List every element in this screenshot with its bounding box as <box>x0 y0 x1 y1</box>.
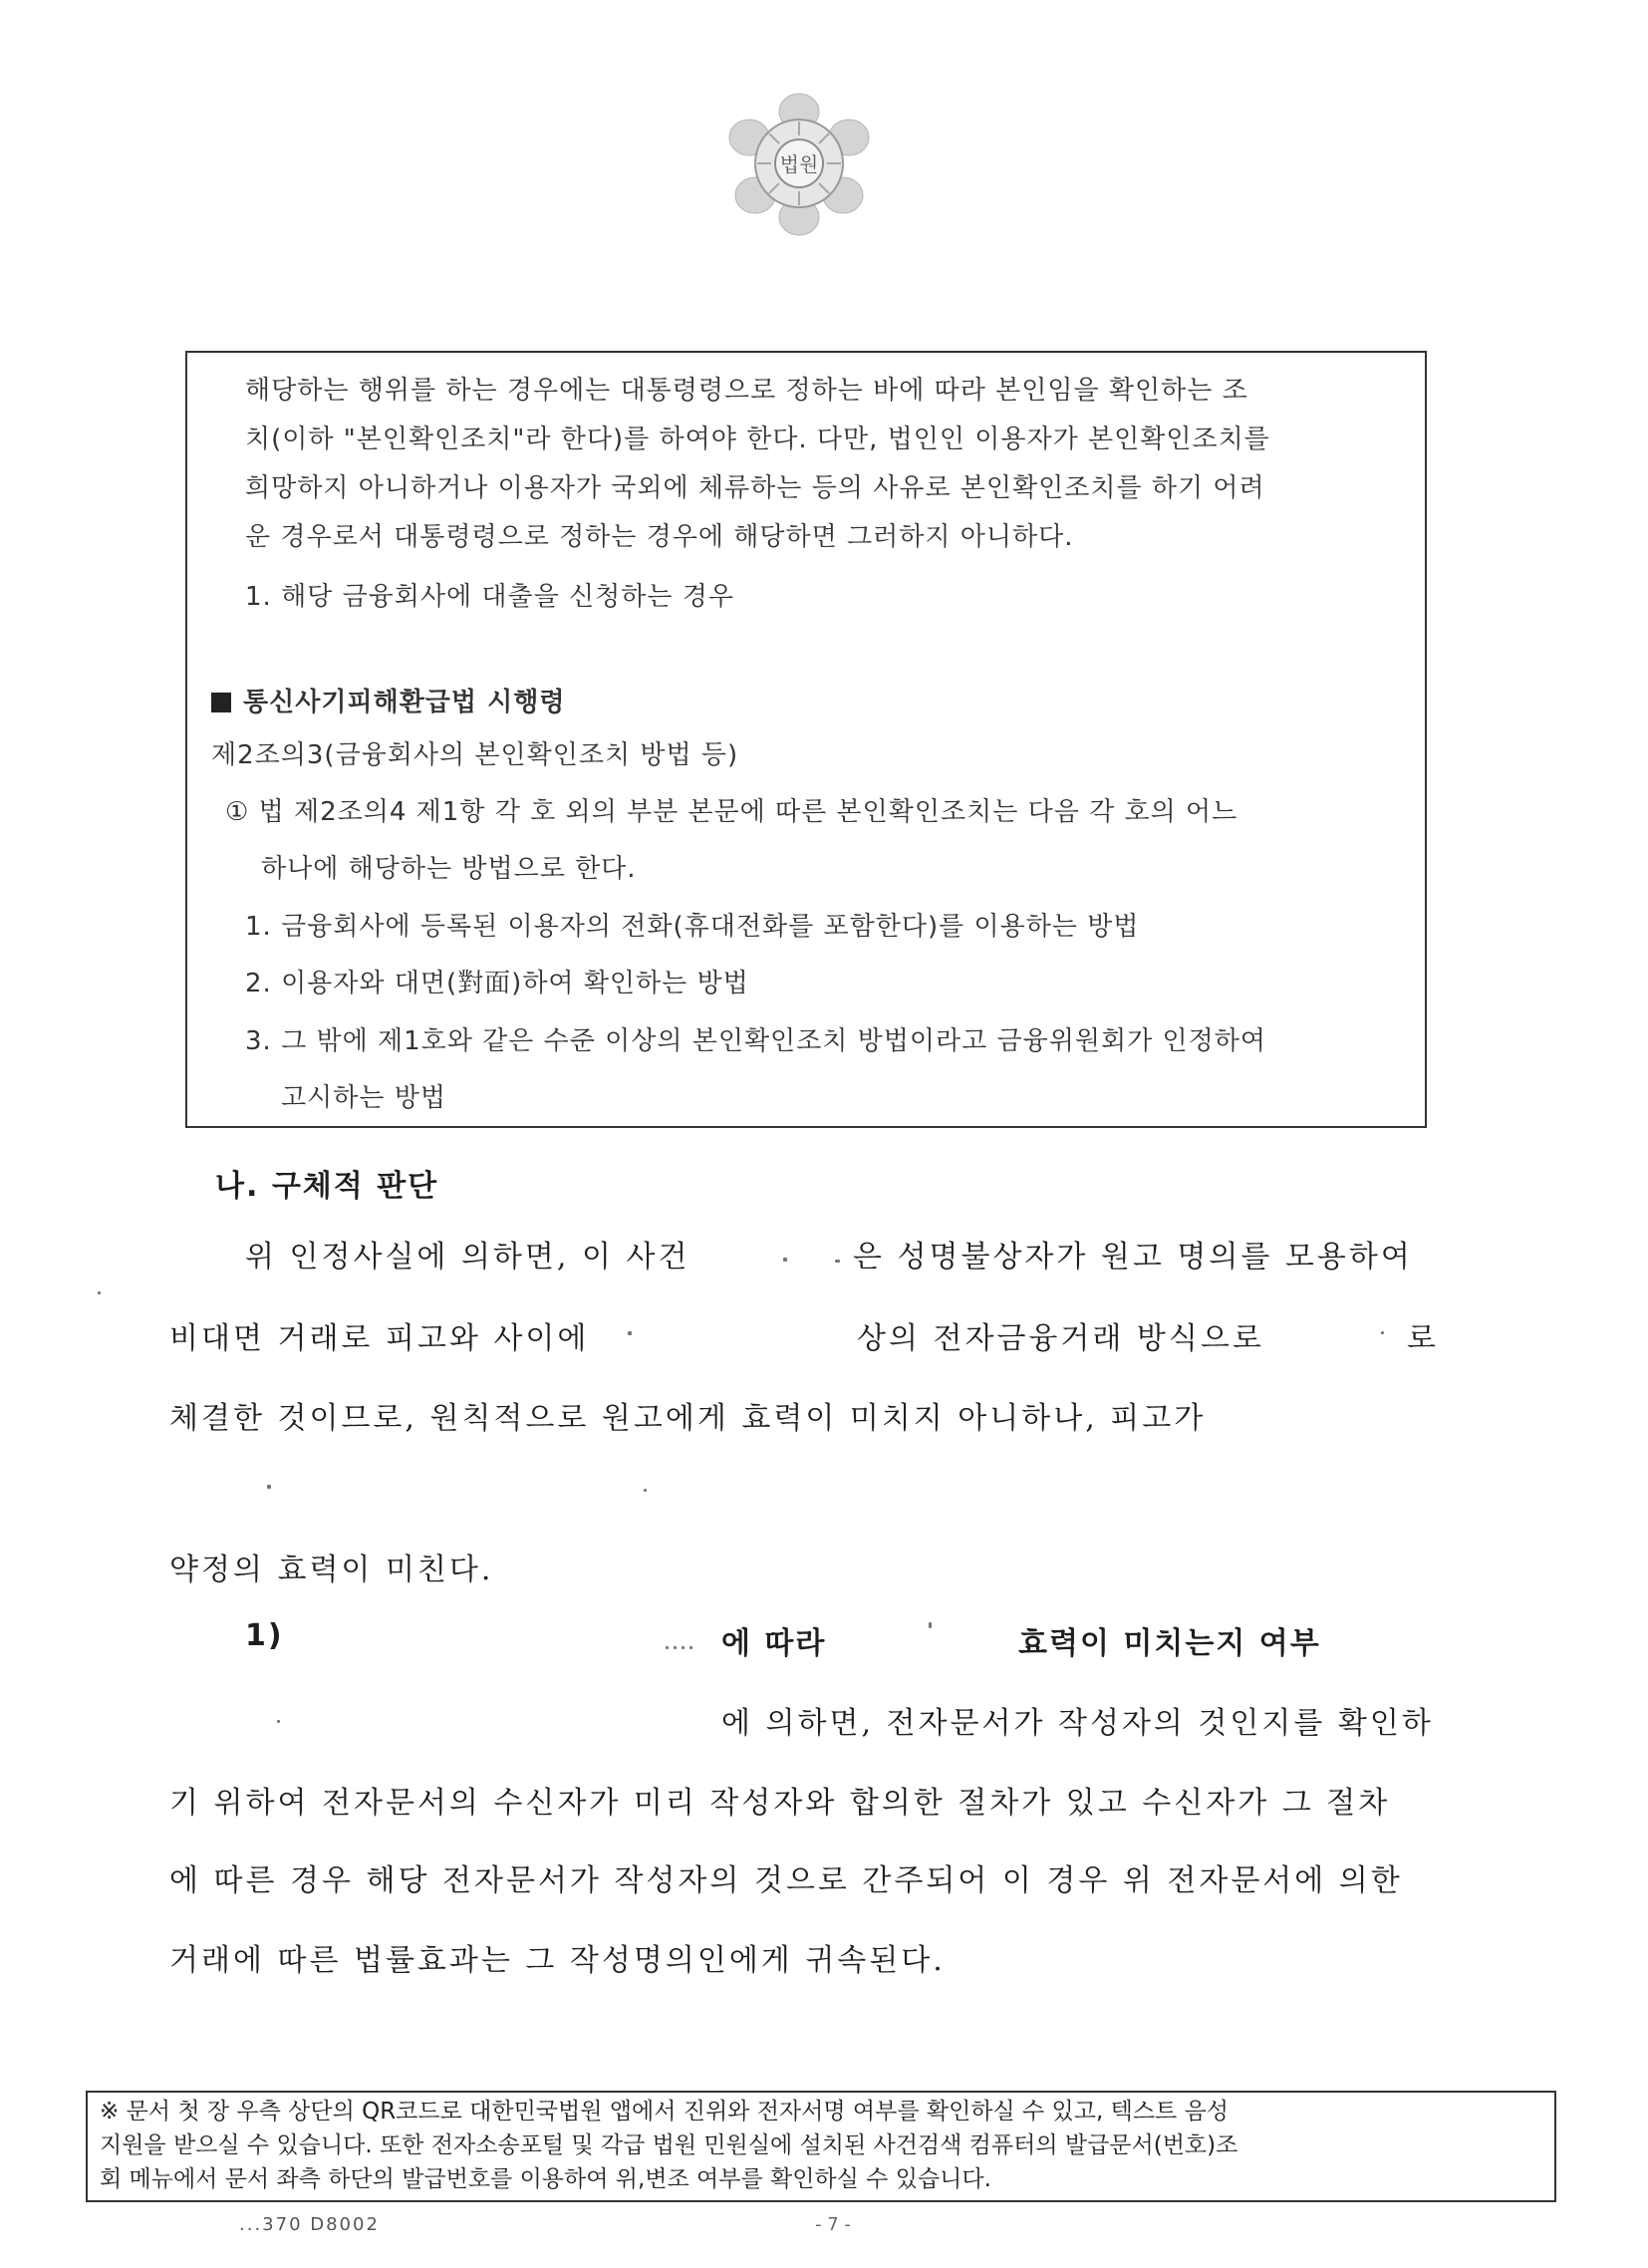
scan-speck <box>277 1720 280 1723</box>
decree-item-3: 3. 그 밖에 제1호와 같은 수준 이상의 본인확인조치 방법이라고 금융위원회가 인정하여 <box>245 1026 1266 1056</box>
decree-clause-1-cont: 하나에 해당하는 방법으로 한다. <box>261 854 637 884</box>
para1-line2-c: 로 <box>1407 1321 1439 1356</box>
verification-notice-box <box>86 2091 1556 2202</box>
decree-item-3-cont: 고시하는 방법 <box>281 1083 446 1113</box>
para2-line1: 에 의하면, 전자문서가 작성자의 것인지를 확인하 <box>721 1706 1434 1741</box>
decree-heading: 통신사기피해환급법 시행령 <box>211 682 565 718</box>
para2-line3: 에 따른 경우 해당 전자문서가 작성자의 것으로 간주되어 이 경우 위 전자문서에 의한 <box>169 1863 1403 1898</box>
scan-speck <box>783 1258 787 1262</box>
decree-clause-1: ① 법 제2조의4 제1항 각 호 외의 부분 본문에 따른 본인확인조치는 다음 각 호의 어느 <box>225 797 1238 827</box>
scan-speck <box>835 1260 840 1263</box>
para2-line4: 거래에 따른 법률효과는 그 작성명의인에게 귀속된다. <box>169 1943 946 1978</box>
subheading-number: 1) <box>245 1618 284 1653</box>
article-line-1: 해당하는 행위를 하는 경우에는 대통령령으로 정하는 바에 따라 본인임을 확인하는 조 <box>245 376 1248 406</box>
scan-speck <box>689 1646 692 1649</box>
seal-text: 법원 <box>779 152 819 176</box>
scan-speck <box>98 1291 101 1294</box>
article-line-2: 치(이하 "본인확인조치"라 한다)를 하여야 한다. 다만, 법인인 이용자가 본인확인조치를 <box>245 425 1270 454</box>
scan-speck <box>1381 1331 1384 1334</box>
court-seal <box>721 92 877 237</box>
subheading-part2: 효력이 미치는지 여부 <box>1018 1626 1321 1661</box>
para1-line5: 약정의 효력이 미친다. <box>169 1553 494 1587</box>
decree-article-title: 제2조의3(금융회사의 본인확인조치 방법 등) <box>211 740 739 770</box>
scan-speck <box>929 1622 932 1628</box>
article-item-1: 1. 해당 금융회사에 대출을 신청하는 경우 <box>245 582 734 612</box>
scan-speck <box>682 1646 685 1649</box>
decree-item-2: 2. 이용자와 대면(對面)하여 확인하는 방법 <box>245 969 749 998</box>
scan-speck <box>666 1646 669 1649</box>
decree-item-1: 1. 금융회사에 등록된 이용자의 전화(휴대전화를 포함한다)를 이용하는 방법 <box>245 912 1140 942</box>
para1-line1-a: 위 인정사실에 의하면, 이 사건 <box>245 1240 690 1275</box>
section-heading: 나. 구체적 판단 <box>215 1169 439 1204</box>
square-bullet-icon <box>211 693 231 712</box>
subheading-part1: 에 따라 <box>721 1626 827 1661</box>
scan-speck <box>674 1646 677 1649</box>
para1-line1-b: 은 성명불상자가 원고 명의를 모용하여 <box>853 1240 1413 1275</box>
para2-line2: 기 위하여 전자문서의 수신자가 미리 작성자와 합의한 절차가 있고 수신자가 그 절차 <box>169 1786 1391 1821</box>
page-number: - 7 - <box>815 2214 851 2235</box>
scan-speck <box>267 1485 271 1489</box>
scan-speck <box>628 1331 632 1335</box>
notice-line-2: 지원을 받으실 수 있습니다. 또한 전자소송포털 및 각급 법원 민원실에 설치된 사건검색 컴퓨터의 발급문서(번호)조 <box>100 2132 1238 2158</box>
notice-line-1: ※ 문서 첫 장 우측 상단의 QR코드로 대한민국법원 앱에서 진위와 전자서명 여부를 확인하실 수 있고, 텍스트 음성 <box>100 2099 1230 2125</box>
scan-speck <box>644 1489 647 1492</box>
notice-line-3: 회 메뉴에서 문서 좌측 하단의 발급번호를 이용하여 위,변조 여부를 확인하실 수 있습니다. <box>100 2166 991 2192</box>
article-line-3: 희망하지 아니하거나 이용자가 국외에 체류하는 등의 사유로 본인확인조치를 하기 어려 <box>245 473 1265 503</box>
article-line-4: 운 경우로서 대통령령으로 정하는 경우에 해당하면 그러하지 아니하다. <box>245 522 1074 552</box>
para1-line2-b: 상의 전자금융거래 방식으로 <box>857 1321 1264 1356</box>
para1-line3: 체결한 것이므로, 원칙적으로 원고에게 효력이 미치지 아니하나, 피고가 <box>169 1401 1207 1436</box>
para1-line2-a: 비대면 거래로 피고와 사이에 <box>169 1321 590 1356</box>
issue-number: ...370 D8002 <box>239 2214 380 2235</box>
